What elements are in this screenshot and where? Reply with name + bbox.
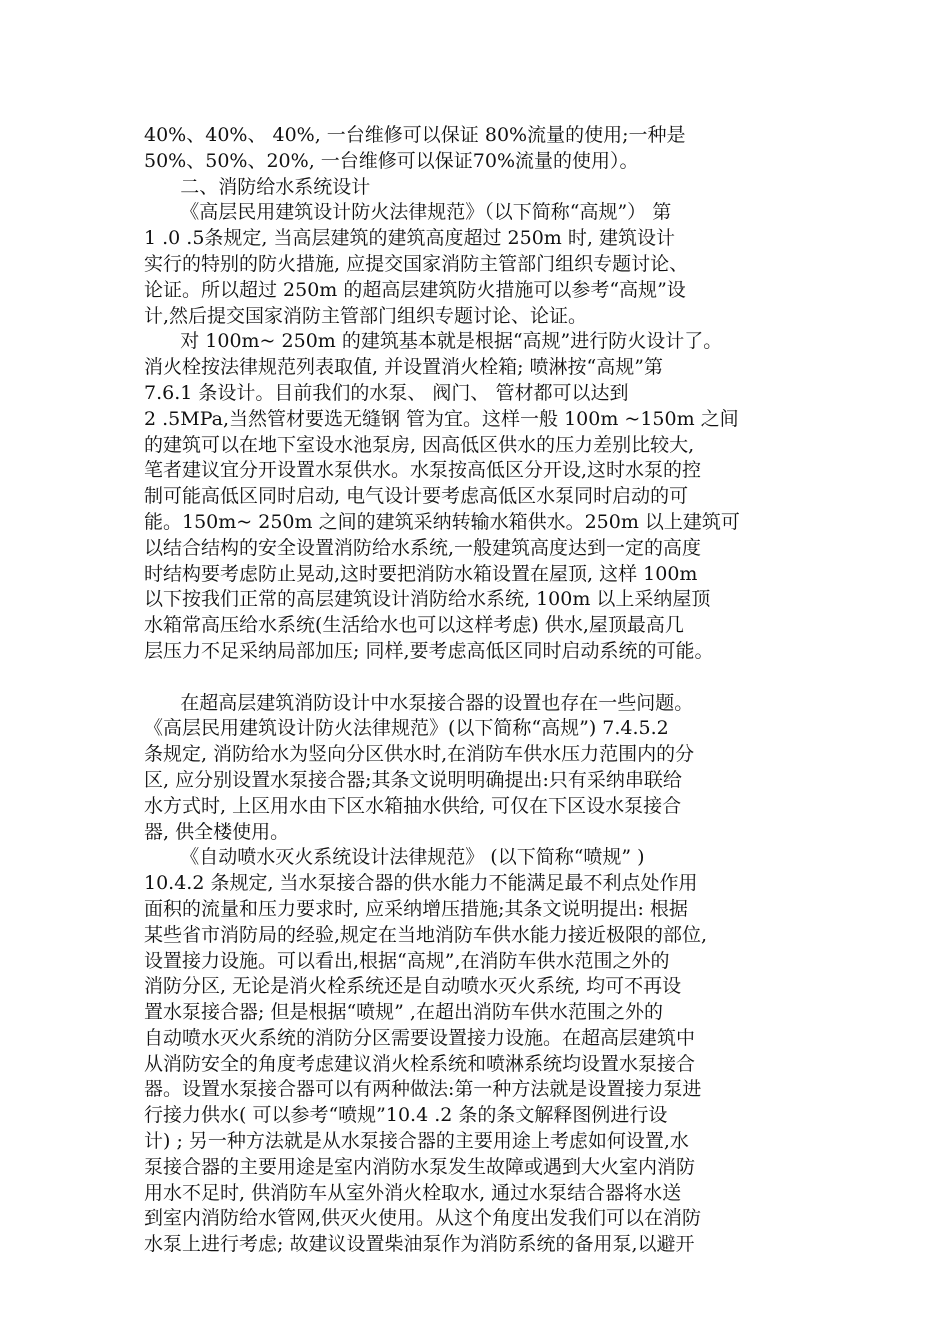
text-line: 区, 应分别设置水泵接合器;其条文说明明确提出:只有采纳串联给 bbox=[144, 768, 682, 791]
text-line: 水箱常高压给水系统(生活给水也可以这样考虑) 供水,屋顶最高几 bbox=[144, 614, 684, 637]
text-line: 器, 供全楼使用。 bbox=[144, 820, 290, 843]
text-line: 计,然后提交国家消防主管部门组织专题讨论、论证。 bbox=[144, 304, 588, 327]
text-line: 10.4.2 条规定, 当水泵接合器的供水能力不能满足最不利点处作用 bbox=[144, 872, 698, 895]
paragraph-spacer bbox=[144, 665, 824, 691]
text-line: 7.6.1 条设计。目前我们的水泵、 阀门、 管材都可以达到 bbox=[144, 381, 629, 404]
text-line: 以下按我们正常的高层建筑设计消防给水系统, 100m 以上采纳屋顶 bbox=[144, 588, 711, 611]
text-line: 在超高层建筑消防设计中水泵接合器的设置也存在一些问题。 bbox=[144, 691, 694, 714]
text-line: 泵接合器的主要用途是室内消防水泵发生故障或遇到大火室内消防 bbox=[144, 1155, 696, 1178]
text-line: 《自动喷水灭火系统设计法律规范》 (以下简称“喷规” ) bbox=[144, 846, 645, 869]
document-body bbox=[144, 123, 824, 1258]
text-line: 消防分区, 无论是消火栓系统还是自动喷水灭火系统, 均可不再设 bbox=[144, 975, 682, 998]
text-line: 时结构要考虑防止晃动,这时要把消防水箱设置在屋顶, 这样 100m bbox=[144, 562, 698, 585]
text-line: 水方式时, 上区用水由下区水箱抽水供给, 可仅在下区设水泵接合 bbox=[144, 794, 682, 817]
text-line: 到室内消防给水管网,供灭火使用。从这个角度出发我们可以在消防 bbox=[144, 1207, 702, 1230]
text-line: 器。设置水泵接合器可以有两种做法:第一种方法就是设置接力泵进 bbox=[144, 1078, 702, 1101]
text-line: 二、消防给水系统设计 bbox=[144, 175, 371, 198]
text-line: 水泵上进行考虑; 故建议设置柴油泵作为消防系统的备用泵,以避开 bbox=[144, 1233, 695, 1256]
text-line: 笔者建议宜分开设置水泵供水。水泵按高低区分开设,这时水泵的控 bbox=[144, 459, 702, 482]
text-line: 《高层民用建筑设计防火法律规范》（以下简称“高规”） 第 bbox=[144, 201, 672, 224]
text-line: 论证。所以超过 250m 的超高层建筑防火措施可以参考“高规”设 bbox=[144, 278, 686, 301]
text-line: 消火栓按法律规范列表取值, 并设置消火栓箱; 喷淋按“高规”第 bbox=[144, 356, 663, 379]
text-line: 自动喷水灭火系统的消防分区需要设置接力设施。在超高层建筑中 bbox=[144, 1026, 696, 1049]
text-line: 层压力不足采纳局部加压; 同样,要考虑高低区同时启动系统的可能。 bbox=[144, 639, 714, 662]
text-line: 计) ; 另一种方法就是从水泵接合器的主要用途上考虑如何设置,水 bbox=[144, 1130, 689, 1153]
text-line: 条规定, 消防给水为竖向分区供水时,在消防车供水压力范围内的分 bbox=[144, 743, 695, 766]
text-line: 面积的流量和压力要求时, 应采纳增压措施;其条文说明提出: 根据 bbox=[144, 897, 688, 920]
text-line: 从消防安全的角度考虑建议消火栓系统和喷淋系统均设置水泵接合 bbox=[144, 1052, 696, 1075]
text-line: 设置接力设施。可以看出,根据“高规”,在消防车供水范围之外的 bbox=[144, 949, 670, 972]
text-line: 制可能高低区同时启动, 电气设计要考虑高低区水泵同时启动的可 bbox=[144, 485, 689, 508]
text-line: 的建筑可以在地下室设水池泵房, 因高低区供水的压力差别比较大, bbox=[144, 433, 695, 456]
paragraph-group-pump-connector bbox=[144, 691, 824, 1259]
text-line: 对 100m~ 250m 的建筑基本就是根据“高规”进行防火设计了。 bbox=[144, 330, 723, 353]
text-line: 《高层民用建筑设计防火法律规范》(以下简称“高规”) 7.4.5.2 bbox=[144, 717, 669, 740]
text-line: 置水泵接合器; 但是根据“喷规” ,在超出消防车供水范围之外的 bbox=[144, 1001, 663, 1024]
text-line: 40%、40%、 40%, 一台维修可以保证 80%流量的使用;一种是 bbox=[144, 124, 686, 146]
text-line: 用水不足时, 供消防车从室外消火栓取水, 通过水泵结合器将水送 bbox=[144, 1181, 682, 1204]
text-line: 某些省市消防局的经验,规定在当地消防车供水能力接近极限的部位, bbox=[144, 923, 708, 946]
paragraph-group-fire-water-design bbox=[144, 123, 824, 665]
text-line: 能。150m~ 250m 之间的建筑采纳转输水箱供水。250m 以上建筑可 bbox=[144, 510, 740, 533]
text-line: 实行的特别的防火措施, 应提交国家消防主管部门组织专题讨论、 bbox=[144, 252, 689, 275]
text-line: 1 .0 .5条规定, 当高层建筑的建筑高度超过 250m 时, 建筑设计 bbox=[144, 227, 675, 250]
text-line: 50%、50%、20%, 一台维修可以保证70%流量的使用）。 bbox=[144, 149, 639, 172]
text-line: 2 .5MPa,当然管材要选无缝钢 管为宜。这样一般 100m ~150m 之间 bbox=[144, 407, 739, 430]
text-line: 行接力供水( 可以参考“喷规”10.4 .2 条的条文解释图例进行设 bbox=[144, 1104, 668, 1127]
text-line: 以结合结构的安全设置消防给水系统,一般建筑高度达到一定的高度 bbox=[144, 536, 702, 559]
